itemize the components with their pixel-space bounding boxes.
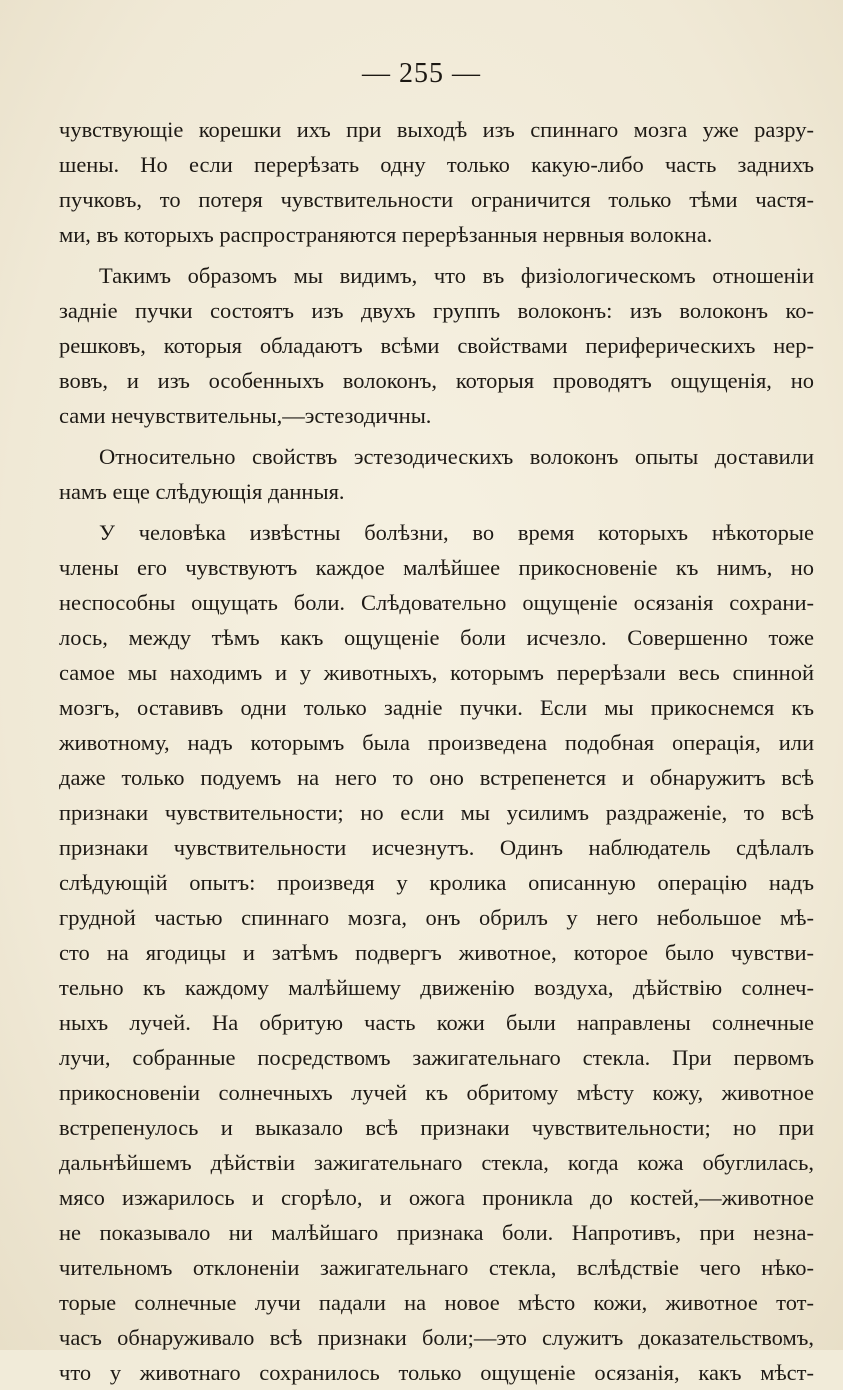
text-line: лучи, собранные посредствомъ зажигательнаго стекла. При первомъ <box>59 1045 814 1070</box>
text-line: Относительно свойствъ эстезодическихъ волоконъ опыты доставили <box>99 444 814 469</box>
text-line: тельно къ каждому малѣйшему движенію воздуха, дѣйствію солнеч- <box>59 975 814 1000</box>
text-line: пучковъ, то потеря чувствительности ограничится только тѣми частя- <box>59 187 814 212</box>
paragraph <box>59 112 814 252</box>
text-line: даже только подуемъ на него то оно встрепенется и обнаружитъ всѣ <box>59 765 814 790</box>
text-line: вовъ, и изъ особенныхъ волоконъ, которыя проводятъ ощущенія, но <box>59 368 814 393</box>
text-line: задніе пучки состоятъ изъ двухъ группъ волоконъ: изъ волоконъ ко- <box>59 298 814 323</box>
text-line: мозгъ, оставивъ одни только задніе пучки. Если мы прикоснемся къ <box>59 695 814 720</box>
text-line: намъ еще слѣдующія данныя. <box>59 479 345 504</box>
text-line: торые солнечные лучи падали на новое мѣсто кожи, животное тот- <box>59 1290 814 1315</box>
text-line: что у животнаго сохранилось только ощущеніе осязанія, какъ мѣст- <box>59 1360 814 1385</box>
paragraph <box>59 258 814 433</box>
text-line: Такимъ образомъ мы видимъ, что въ физіологическомъ отношеніи <box>99 263 814 288</box>
text-line: У человѣка извѣстны болѣзни, во время которыхъ нѣкоторые <box>99 520 814 545</box>
text-line: грудной частью спиннаго мозга, онъ обрилъ у него небольшое мѣ- <box>59 905 814 930</box>
text-line: чувствующіе корешки ихъ при выходѣ изъ спиннаго мозга уже разру- <box>59 117 814 142</box>
text-line: не показывало ни малѣйшаго признака боли. Напротивъ, при незна- <box>59 1220 814 1245</box>
text-line: слѣдующій опытъ: произведя у кролика описанную операцію надъ <box>59 870 814 895</box>
text-line: ныхъ лучей. На обритую часть кожи были направлены солнечные <box>59 1010 814 1035</box>
text-line: лось, между тѣмъ какъ ощущеніе боли исчезло. Совершенно тоже <box>59 625 814 650</box>
text-line: сами нечувствительны,—эстезодичны. <box>59 403 432 428</box>
text-line: ми, въ которыхъ распространяются перерѣзанныя нервныя волокна. <box>59 222 713 247</box>
text-line: шены. Но если перерѣзать одну только какую-либо часть заднихъ <box>59 152 814 177</box>
text-line: мясо изжарилось и сгорѣло, и ожога проникла до костей,—животное <box>59 1185 814 1210</box>
text-line: решковъ, которыя обладаютъ всѣми свойствами периферическихъ нер- <box>59 333 814 358</box>
text-line: неспособны ощущать боли. Слѣдовательно ощущеніе осязанія сохрани- <box>59 590 814 615</box>
text-line: самое мы находимъ и у животныхъ, которымъ перерѣзали весь спинной <box>59 660 814 685</box>
text-line: чительномъ отклоненіи зажигательнаго стекла, вслѣдствіе чего нѣко- <box>59 1255 814 1280</box>
text-line: животному, надъ которымъ была произведена подобная операція, или <box>59 730 814 755</box>
text-line: встрепенулось и выказало всѣ признаки чувствительности; но при <box>59 1115 814 1140</box>
text-line: часъ обнаруживало всѣ признаки боли;—это служитъ доказательствомъ, <box>59 1325 814 1350</box>
text-line: признаки чувствительности исчезнутъ. Одинъ наблюдатель сдѣлалъ <box>59 835 814 860</box>
text-line: члены его чувствуютъ каждое малѣйшее прикосновеніе къ нимъ, но <box>59 555 814 580</box>
body-text <box>59 112 814 1390</box>
text-line: признаки чувствительности; но если мы усилимъ раздраженіе, то всѣ <box>59 800 814 825</box>
text-line: прикосновеніи солнечныхъ лучей къ обритому мѣсту кожу, животное <box>59 1080 814 1105</box>
page-number: — 255 — <box>362 58 481 89</box>
paragraph <box>59 439 814 509</box>
paragraph <box>59 515 814 1390</box>
text-line: дальнѣйшемъ дѣйствіи зажигательнаго стекла, когда кожа обуглилась, <box>59 1150 814 1175</box>
text-line: сто на ягодицы и затѣмъ подвергъ животное, которое было чувстви- <box>59 940 814 965</box>
